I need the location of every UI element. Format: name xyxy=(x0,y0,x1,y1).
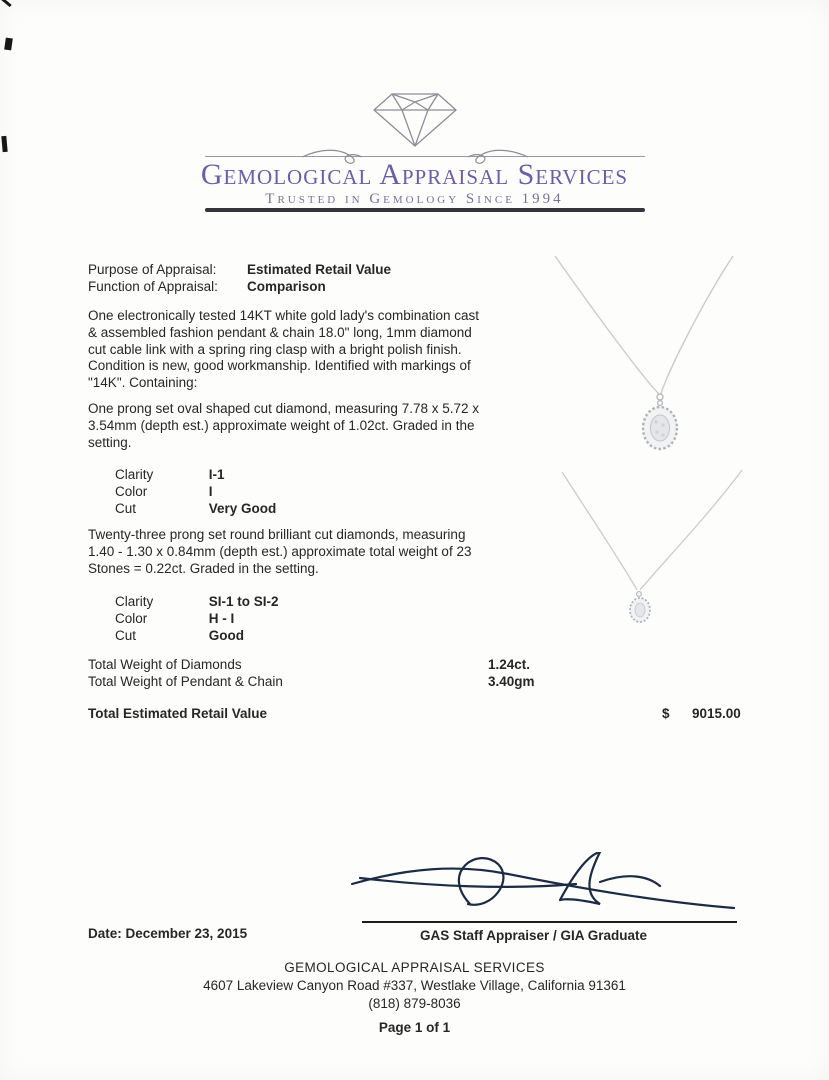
clarity-label: Clarity xyxy=(115,594,154,609)
clarity-value: SI-1 to SI-2 xyxy=(208,594,279,609)
stone-2-clarity-row xyxy=(115,594,279,611)
brand-title: Gemological Appraisal Services xyxy=(200,158,629,191)
cut-value: Good xyxy=(208,628,245,643)
clarity-value: I-1 xyxy=(208,467,225,482)
function-value: Comparison xyxy=(247,279,326,294)
item-description: One electronically tested 14KT white gold lady's combination cast & assembled fashion pendant & chain 18.0" long, 1mm diamond cut cable link with a spring ring clasp with a bright polish finish. Condition is new, good workmanship. Identified with markings of "14K". Containing: xyxy=(88,308,480,391)
stone-1-clarity-row xyxy=(115,467,225,484)
total-diamonds-label: Total Weight of Diamonds xyxy=(88,657,242,672)
scan-artifact xyxy=(1,0,11,7)
stone-2-cut-row xyxy=(115,628,244,645)
retail-currency: $ xyxy=(662,706,670,721)
purpose-label: Purpose of Appraisal: xyxy=(88,262,217,277)
purpose-value: Estimated Retail Value xyxy=(247,262,392,277)
appraiser-label: GAS Staff Appraiser / GIA Graduate xyxy=(420,928,648,943)
total-pendant-value: 3.40gm xyxy=(488,674,535,689)
date-label: Date: December 23, 2015 xyxy=(88,926,248,941)
pendant-photo-large xyxy=(535,252,747,467)
stone-2-description: Twenty-three prong set round brilliant cut diamonds, measuring 1.40 - 1.30 x 0.84mm (depth est.) approximate total weight of 23 Stones = 0.22ct. Graded in the setting. xyxy=(88,527,472,576)
brand-tagline: Trusted in Gemology Since 1994 xyxy=(265,191,564,207)
color-label: Color xyxy=(115,484,148,499)
footer-address: 4607 Lakeview Canyon Road #337, Westlake Village, California 91361 xyxy=(203,978,626,993)
footer-company: GEMOLOGICAL APPRAISAL SERVICES xyxy=(284,960,545,975)
function-label: Function of Appraisal: xyxy=(88,279,218,294)
clarity-label: Clarity xyxy=(115,467,154,482)
stone-1-description: One prong set oval shaped cut diamond, measuring 7.78 x 5.72 x 3.54mm (depth est.) approximate weight of 1.02ct. Graded in the setting. xyxy=(88,401,479,450)
stone-1-color-row xyxy=(115,484,213,501)
footer-page-number: Page 1 of 1 xyxy=(378,1020,451,1035)
pendant-photo-small xyxy=(540,468,752,658)
color-value: H - I xyxy=(208,611,235,626)
cut-label: Cut xyxy=(115,501,137,516)
stone-2-color-row xyxy=(115,611,234,628)
scan-artifact xyxy=(1,136,7,152)
signature-line xyxy=(362,921,737,923)
scan-artifact xyxy=(4,38,13,51)
diamond-logo-icon xyxy=(368,80,462,152)
color-value: I xyxy=(208,484,213,499)
color-label: Color xyxy=(115,611,148,626)
handwritten-signature xyxy=(338,852,742,924)
retail-amount: 9015.00 xyxy=(692,706,741,721)
retail-value-label: Total Estimated Retail Value xyxy=(88,706,268,721)
footer-phone: (818) 879-8036 xyxy=(368,996,461,1011)
total-diamonds-value: 1.24ct. xyxy=(488,657,531,672)
cut-value: Very Good xyxy=(208,501,277,516)
stone-1-cut-row xyxy=(115,501,276,518)
cut-label: Cut xyxy=(115,628,137,643)
total-pendant-label: Total Weight of Pendant & Chain xyxy=(88,674,283,689)
header-rule-bottom xyxy=(205,208,645,212)
